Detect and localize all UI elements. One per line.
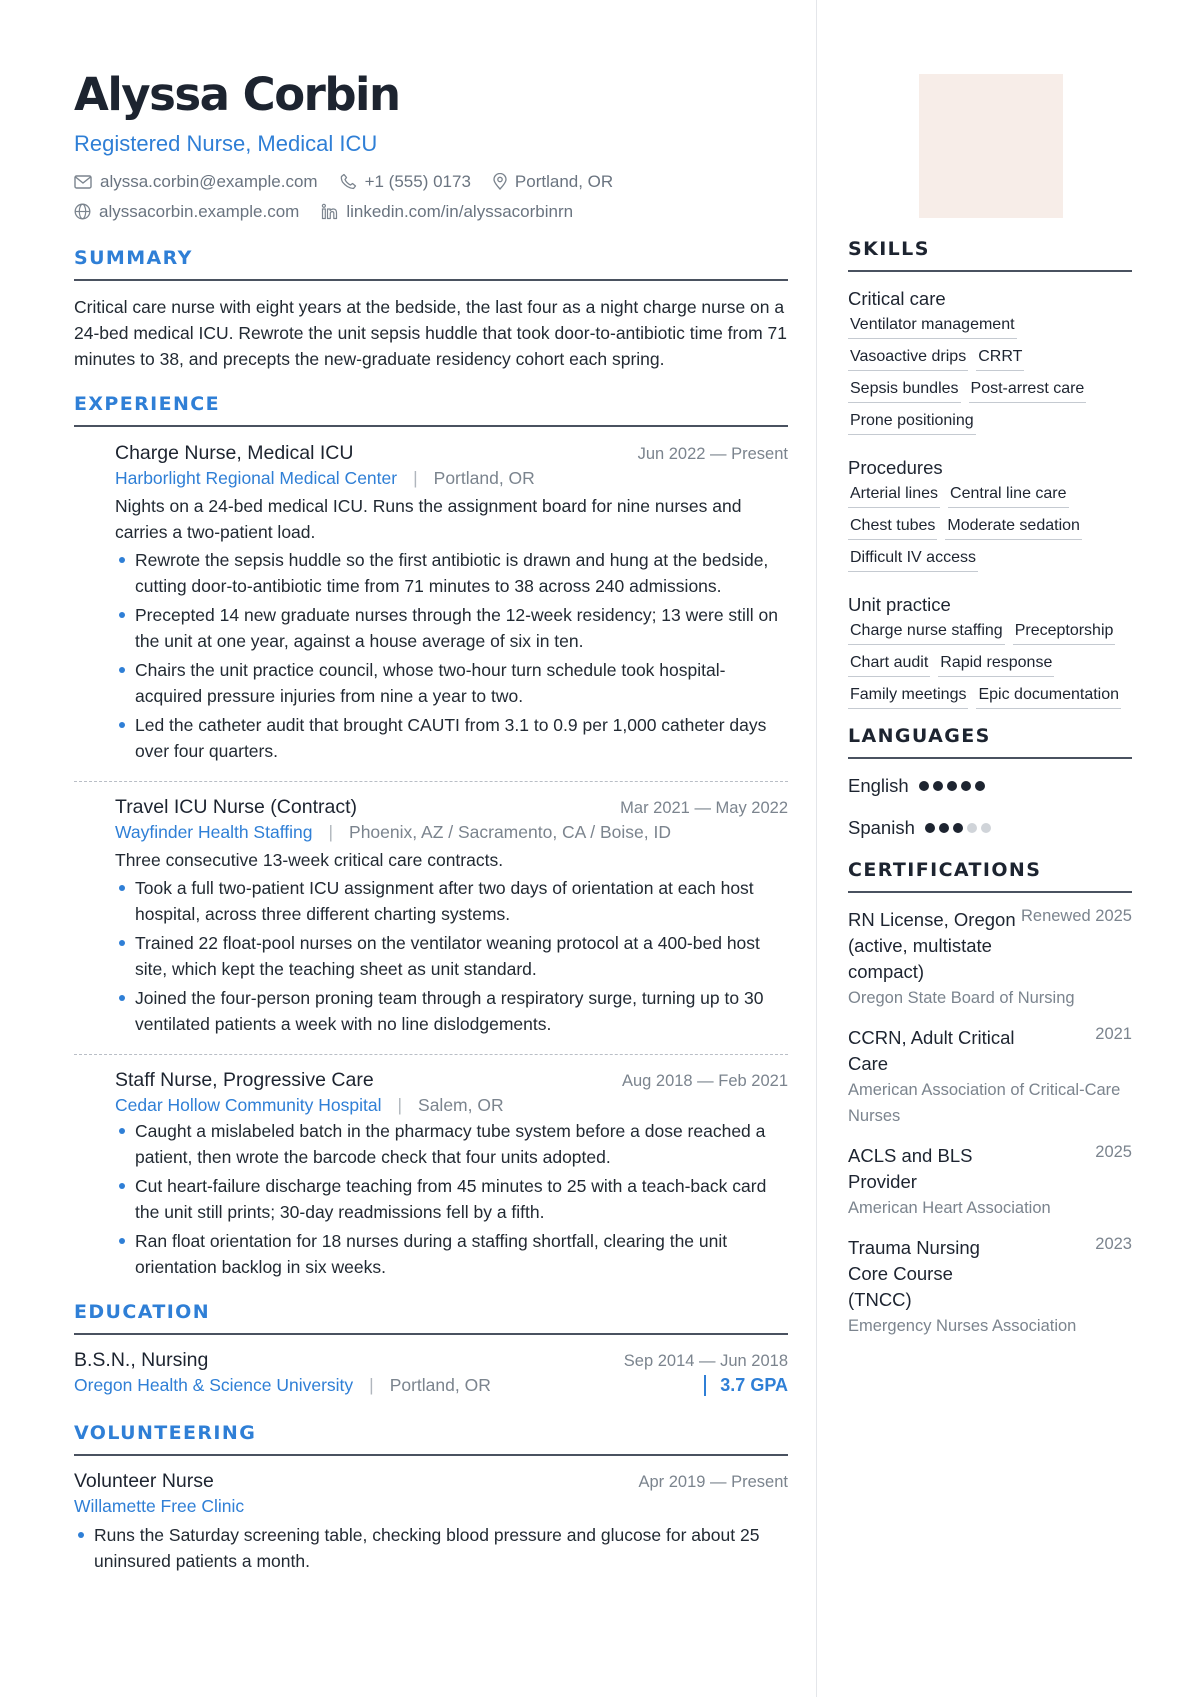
job-title: Travel ICU Nurse (Contract) [115, 795, 357, 818]
proficiency-dot [981, 823, 991, 833]
certification-name: CCRN, Adult Critical Care [848, 1027, 1015, 1074]
skill-group [848, 594, 1132, 715]
certification-item [848, 907, 1132, 1011]
company-name: Cedar Hollow Community Hospital [115, 1094, 382, 1115]
email-text: alyssa.corbin@example.com [100, 171, 318, 191]
skill-chip: Family meetings [848, 683, 968, 709]
column-divider [816, 0, 817, 1697]
skill-chip: Arterial lines [848, 482, 940, 508]
skill-group-title: Procedures [848, 457, 943, 478]
certification-item [848, 1235, 1132, 1339]
job-dates: Mar 2021 — May 2022 [620, 798, 788, 817]
bullet-item: Runs the Saturday screening table, checking blood pressure and glucose for about 25 uninsured patients a month. [74, 1522, 788, 1574]
candidate-role: Registered Nurse, Medical ICU [74, 130, 378, 156]
company-name: Harborlight Regional Medical Center [115, 467, 398, 488]
contact-row-2 [74, 197, 788, 227]
volunteering-section [74, 1422, 788, 1574]
job-dates: Aug 2018 — Feb 2021 [621, 1071, 788, 1090]
degree: B.S.N., Nursing [74, 1348, 209, 1371]
school-name: Oregon Health & Science University [74, 1374, 354, 1395]
job-description: Nights on a 24-bed medical ICU. Runs the assignment board for nine nurses and carries a two-patient load. [115, 495, 742, 542]
proficiency-dot [925, 823, 935, 833]
education-entry [74, 1349, 788, 1396]
certification-issuer: American Association of Critical-Care Nurses [848, 1081, 1121, 1125]
job-title: Staff Nurse, Progressive Care [115, 1068, 374, 1091]
certification-year: Renewed 2025 [1020, 907, 1132, 925]
job-subheader [115, 822, 788, 843]
location-contact [493, 172, 613, 192]
job-dates: Jun 2022 — Present [637, 444, 788, 463]
skill-chips [848, 619, 1132, 715]
certifications-heading: CERTIFICATIONS [848, 859, 1132, 893]
experience-section [74, 393, 788, 1297]
skill-chip: Vasoactive drips [848, 345, 968, 371]
certification-item [848, 1143, 1132, 1221]
bullet-item: Precepted 14 new graduate nurses through the 12-week residency; 13 were still on the unit at one year, against a house average of six in ten. [115, 602, 788, 654]
certification-header [848, 1235, 1132, 1313]
bullet-item: Cut heart-failure discharge teaching from 45 minutes to 25 with a teach-back card the unit still prints; 30-day readmissions fell by a fifth. [115, 1173, 788, 1225]
skill-group-title: Critical care [848, 288, 946, 309]
certification-issuer: Oregon State Board of Nursing [848, 989, 1075, 1007]
skill-chip: Preceptorship [1013, 619, 1116, 645]
website-contact[interactable] [74, 202, 299, 222]
bullet-item: Rewrote the sepsis huddle so the first antibiotic is drawn and hung at the bedside, cutting door-to-antibiotic time from 71 minutes to 38 across 240 admissions. [115, 547, 788, 599]
proficiency-dots [919, 781, 989, 791]
bullet-item: Took a full two-patient ICU assignment after two days of orientation at each host hospital, across three different charting systems. [115, 875, 788, 927]
summary-text: Critical care nurse with eight years at the bedside, the last four as a night charge nurse on a 24-bed medical ICU. Rewrote the unit sepsis huddle that took door-to-antibiotic time from 71 minutes to 38, and precepts the new-graduate residency cohort each spring. [74, 296, 787, 369]
job-title: Charge Nurse, Medical ICU [115, 441, 354, 464]
language-item [848, 807, 1132, 849]
side-column [848, 74, 1132, 1339]
main-column [74, 70, 788, 1577]
skill-chip: Central line care [948, 482, 1069, 508]
proficiency-dot [939, 823, 949, 833]
proficiency-dot [961, 781, 971, 791]
job-location: Portland, OR [433, 467, 535, 488]
bullet-item: Ran float orientation for 18 nurses during a staffing shortfall, clearing the unit orientation backlog in six weeks. [115, 1228, 788, 1280]
job-subheader [115, 468, 788, 489]
skill-chip: Rapid response [938, 651, 1054, 677]
job-header [115, 796, 788, 819]
bullet-item: Trained 22 float-pool nurses on the ventilator weaning protocol at a 400-bed host site, which kept the teaching sheet as unit standard. [115, 930, 788, 982]
job-entry [74, 442, 788, 782]
language-name: Spanish [848, 817, 915, 838]
job-header [115, 442, 788, 465]
job-subheader [115, 1095, 788, 1116]
bullet-item: Chairs the unit practice council, whose two-hour turn schedule took hospital-acquired pressure injuries from nine a year to two. [115, 657, 788, 709]
contact-row-1 [74, 167, 788, 197]
job-bullets [115, 1118, 788, 1280]
volunteer-org: Willamette Free Clinic [74, 1495, 245, 1516]
skill-chip: Charge nurse staffing [848, 619, 1005, 645]
certification-header [848, 1025, 1132, 1077]
certification-year: 2025 [1095, 1143, 1132, 1161]
certification-item [848, 1025, 1132, 1129]
skill-chip: Moderate sedation [945, 514, 1082, 540]
skills-heading: SKILLS [848, 238, 1132, 272]
proficiency-dot [953, 823, 963, 833]
skill-group-title: Unit practice [848, 594, 951, 615]
language-name: English [848, 775, 909, 796]
volunteering-heading: VOLUNTEERING [74, 1422, 788, 1456]
skill-chip: Post-arrest care [969, 377, 1087, 403]
education-heading: EDUCATION [74, 1301, 788, 1335]
proficiency-dots [925, 823, 995, 833]
skill-chip: Chart audit [848, 651, 930, 677]
skill-chip: Difficult IV access [848, 546, 978, 572]
job-bullets [115, 547, 788, 764]
skill-chip: Epic documentation [976, 683, 1121, 709]
proficiency-dot [975, 781, 985, 791]
email-contact[interactable] [74, 172, 318, 192]
skill-groups [848, 288, 1132, 715]
certification-year: 2023 [1095, 1235, 1132, 1253]
skill-group [848, 288, 1132, 441]
phone-icon [340, 173, 357, 190]
skill-chips [848, 313, 1132, 441]
certification-list [848, 907, 1132, 1339]
contact-info [74, 167, 788, 227]
bullet-item: Led the catheter audit that brought CAUTI from 3.1 to 0.9 per 1,000 catheter days over four quarters. [115, 712, 788, 764]
location-text: Portland, OR [514, 171, 614, 191]
job-list [74, 442, 788, 1297]
education-dates: Sep 2014 — Jun 2018 [623, 1351, 788, 1370]
certification-name: ACLS and BLS Provider [848, 1145, 973, 1192]
summary-section [74, 247, 788, 372]
certification-header [848, 1143, 1132, 1195]
languages-section [848, 725, 1132, 849]
education-section [74, 1301, 788, 1396]
certification-year: 2021 [1095, 1025, 1132, 1043]
proficiency-dot [933, 781, 943, 791]
gpa: 3.7 GPA [704, 1375, 788, 1396]
separator-pipe: | [413, 467, 418, 488]
website-text: alyssacorbin.example.com [99, 201, 300, 221]
separator-pipe: | [397, 1094, 403, 1115]
mail-icon [74, 175, 92, 189]
phone-text: +1 (555) 0173 [364, 171, 471, 191]
experience-heading: EXPERIENCE [74, 393, 788, 427]
phone-contact[interactable] [340, 172, 471, 192]
certifications-section [848, 859, 1132, 1339]
bullet-item: Joined the four-person proning team through a respiratory surge, turning up to 30 ventilated patients a week with no line dislodgements. [115, 985, 788, 1037]
volunteer-role: Volunteer Nurse [74, 1469, 214, 1492]
separator-pipe: | [328, 821, 334, 842]
proficiency-dot [919, 781, 929, 791]
skill-chips [848, 482, 1132, 578]
volunteering-entry [74, 1470, 788, 1574]
languages-heading: LANGUAGES [848, 725, 1132, 759]
job-bullets [115, 875, 788, 1037]
location-pin-icon [493, 173, 507, 190]
job-description: Three consecutive 13-week critical care contracts. [115, 849, 504, 870]
separator-pipe: | [369, 1374, 374, 1395]
skill-chip: Prone positioning [848, 409, 976, 435]
linkedin-icon [321, 203, 338, 220]
linkedin-contact[interactable] [321, 202, 573, 222]
candidate-name: Alyssa Corbin [74, 68, 400, 121]
proficiency-dot [967, 823, 977, 833]
company-name: Wayfinder Health Staffing [115, 821, 313, 842]
skills-section [848, 238, 1132, 715]
certification-issuer: Emergency Nurses Association [848, 1317, 1077, 1335]
language-item [848, 765, 1132, 807]
school-location: Portland, OR [389, 1374, 491, 1395]
summary-heading: SUMMARY [74, 247, 788, 281]
job-location: Phoenix, AZ / Sacramento, CA / Boise, ID [349, 821, 671, 842]
certification-name: RN License, Oregon (active, multistate compact) [848, 909, 1016, 982]
certification-issuer: American Heart Association [848, 1199, 1051, 1217]
proficiency-dot [947, 781, 957, 791]
volunteer-bullets [74, 1522, 788, 1574]
skill-chip: Chest tubes [848, 514, 937, 540]
skill-chip: CRRT [976, 345, 1024, 371]
certification-name: Trauma Nursing Core Course (TNCC) [848, 1237, 980, 1310]
skill-group [848, 457, 1132, 578]
bullet-item: Caught a mislabeled batch in the pharmacy tube system before a dose reached a patient, then wrote the barcode check that four units adopted. [115, 1118, 788, 1170]
volunteer-dates: Apr 2019 — Present [638, 1472, 788, 1491]
job-location: Salem, OR [418, 1094, 504, 1115]
job-entry [74, 1069, 788, 1297]
linkedin-text: linkedin.com/in/alyssacorbinrn [346, 201, 574, 221]
language-list [848, 765, 1132, 849]
job-header [115, 1069, 788, 1092]
certification-header [848, 907, 1132, 985]
job-entry [74, 796, 788, 1055]
profile-photo-placeholder [919, 74, 1063, 218]
skill-chip: Ventilator management [848, 313, 1017, 339]
skill-chip: Sepsis bundles [848, 377, 961, 403]
globe-icon [74, 203, 91, 220]
